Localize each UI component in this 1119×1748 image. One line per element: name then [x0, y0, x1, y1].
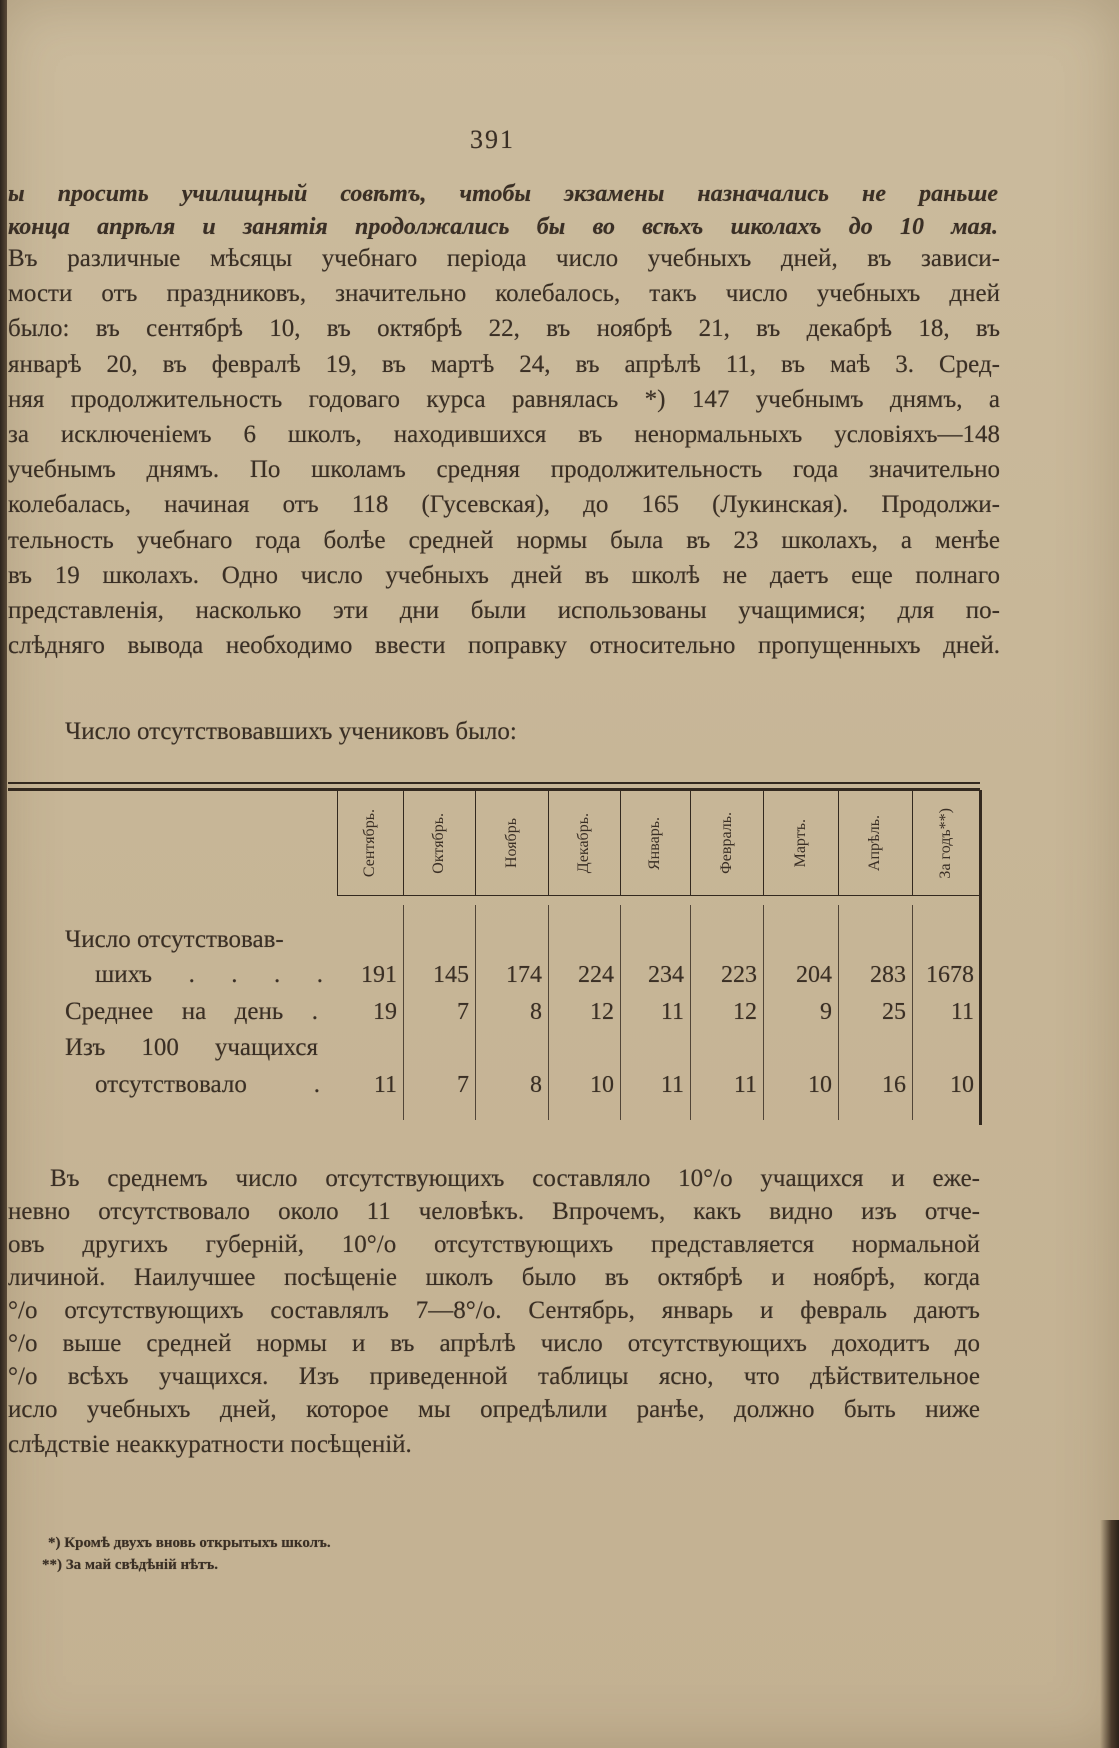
month-header: Январь.	[646, 816, 663, 870]
paragraph-line: исло учебныхъ дней, которое мы опредѣлили ранѣе, должно быть ниже	[8, 1396, 980, 1423]
table-cell-value: 10	[590, 1072, 614, 1098]
row-label: Число отсутствовав-	[65, 926, 284, 953]
table-cell-value: 19	[373, 999, 397, 1025]
month-header: За годъ**)	[937, 807, 954, 879]
paragraph-line: тельность учебнаго года болѣе средней нормы была въ 23 школахъ, а менѣе	[8, 527, 1000, 554]
table-cell-value: 191	[361, 962, 397, 988]
table-cell-value: 16	[882, 1072, 906, 1098]
table-cell-value: 11	[373, 1072, 397, 1098]
paragraph-line: въ 19 школахъ. Одно число учебныхъ дней въ школѣ не даетъ еще полнаго	[8, 562, 1000, 589]
table-cell-value: 10	[950, 1072, 974, 1098]
table-cell-value: 11	[950, 999, 974, 1025]
month-header: Октябрь.	[430, 812, 447, 874]
table-cell-value: 7	[457, 1072, 469, 1098]
paragraph-line: мости отъ праздниковъ, значительно колебалось, такъ число учебныхъ дней	[8, 280, 1000, 307]
paragraph-line: няя продолжительность годоваго курса равнялась *) 147 учебнымъ днямъ, а	[8, 386, 1000, 413]
table-top-rule	[8, 788, 980, 791]
paragraph-line: °/о выше средней нормы и въ апрѣлѣ число отсутствующихъ доходитъ до	[8, 1330, 980, 1357]
month-header: Апрѣль.	[866, 814, 883, 872]
table-cell-value: 12	[590, 999, 614, 1025]
paragraph-line: слѣдствіе неаккуратности посѣщеній.	[8, 1431, 412, 1458]
table-cell-value: 11	[660, 1072, 684, 1098]
table-cell-value: 204	[796, 962, 832, 988]
paragraph-line: овъ другихъ губерній, 10°/о отсутствующихъ представляется нормальной	[8, 1231, 980, 1258]
paragraph-line: °/о отсутствующихъ составлялъ 7—8°/о. Сентябрь, январь и февраль даютъ	[8, 1297, 980, 1324]
table-header-cell	[475, 792, 548, 894]
paragraph-line: учебнымъ днямъ. По школамъ средняя продолжительность года значительно	[8, 456, 1000, 483]
footnote: **) За май свѣдѣній нѣтъ.	[42, 1557, 218, 1573]
paragraph-line: за исключеніемъ 6 школъ, находившихся въ ненормальныхъ условіяхъ—148	[8, 421, 1000, 448]
paragraph-line: Въ различные мѣсяцы учебнаго періода число учебныхъ дней, въ зависи-	[8, 245, 1000, 272]
page-number: 391	[470, 125, 515, 154]
page-edge-shadow	[0, 0, 7, 1748]
table-cell-value: 174	[506, 962, 542, 988]
paragraph-line: было: въ сентябрѣ 10, въ октябрѣ 22, въ ноябрѣ 21, въ декабрѣ 18, въ	[8, 315, 1000, 342]
paragraph-line: Въ среднемъ число отсутствующихъ составляло 10°/о учащихся и еже-	[50, 1165, 980, 1192]
row-label: Изъ 100 учащихся	[65, 1034, 318, 1061]
table-title: Число отсутствовавшихъ учениковъ было:	[65, 718, 517, 745]
table-cell-value: 10	[808, 1072, 832, 1098]
table-header-cell	[337, 792, 403, 894]
table-cell-value: 283	[870, 962, 906, 988]
table-cell-value: 25	[882, 999, 906, 1025]
table-header-cell	[620, 792, 690, 894]
table-cell-value: 1678	[926, 962, 974, 988]
table-header-cell	[548, 792, 620, 894]
italic-text-line: ы просить училищный совѣтъ, чтобы экзамены назначались не раньше	[8, 181, 998, 207]
table-header-cell	[912, 792, 980, 894]
page-edge-shadow	[1100, 1520, 1119, 1748]
row-label: Среднее на день .	[65, 998, 318, 1025]
table-header-cell	[763, 792, 838, 894]
month-header: Сентябрь.	[361, 808, 378, 878]
table-cell-value: 234	[648, 962, 684, 988]
month-header: Мартъ.	[791, 818, 809, 868]
paragraph-line: январѣ 20, въ февралѣ 19, въ мартѣ 24, въ апрѣлѣ 11, въ маѣ 3. Сред-	[8, 351, 1000, 378]
month-header: Ноябрь	[502, 817, 520, 869]
table-cell-value: 9	[820, 999, 832, 1025]
table-header-bottom-rule	[337, 895, 980, 896]
footnote: *) Кромѣ двухъ вновь открытыхъ школъ.	[48, 1535, 331, 1551]
table-cell-value: 12	[733, 999, 757, 1025]
table-header-cell	[838, 792, 912, 894]
month-header: Декабрь.	[575, 812, 592, 874]
table-cell-value: 7	[457, 999, 469, 1025]
table-cell-value: 8	[530, 999, 542, 1025]
table-cell-value: 11	[660, 999, 684, 1025]
row-label: отсутствовало .	[95, 1071, 320, 1098]
table-cell-value: 11	[733, 1072, 757, 1098]
row-label: шихъ . . . .	[95, 961, 323, 988]
paragraph-line: °/о всѣхъ учащихся. Изъ приведенной таблицы ясно, что дѣйствительное	[8, 1363, 980, 1390]
paragraph-line: слѣдняго вывода необходимо ввести поправку относительно пропущенныхъ дней.	[8, 632, 1000, 659]
paragraph-line: невно отсутствовало около 11 человѣкъ. Впрочемъ, какъ видно изъ отче-	[8, 1198, 980, 1225]
paragraph-line: личиной. Наилучшее посѣщеніе школъ было въ октябрѣ и ноябрѣ, когда	[8, 1264, 980, 1291]
paragraph-line: представленія, насколько эти дни были использованы учащимися; для по-	[8, 597, 1000, 624]
italic-text-line: конца апрѣля и занятія продолжались бы во всѣхъ школахъ до 10 мая.	[8, 214, 998, 240]
month-header: Февраль.	[717, 812, 735, 874]
table-header-cell	[403, 792, 475, 894]
paragraph-line: колебалась, начиная отъ 118 (Гусевская), до 165 (Лукинская). Продолжи-	[8, 491, 1000, 518]
table-header-cell	[690, 792, 763, 894]
table-cell-value: 223	[721, 962, 757, 988]
table-cell-value: 8	[530, 1072, 542, 1098]
table-cell-value: 224	[578, 962, 614, 988]
table-top-rule	[8, 782, 980, 784]
table-cell-value: 145	[433, 962, 469, 988]
